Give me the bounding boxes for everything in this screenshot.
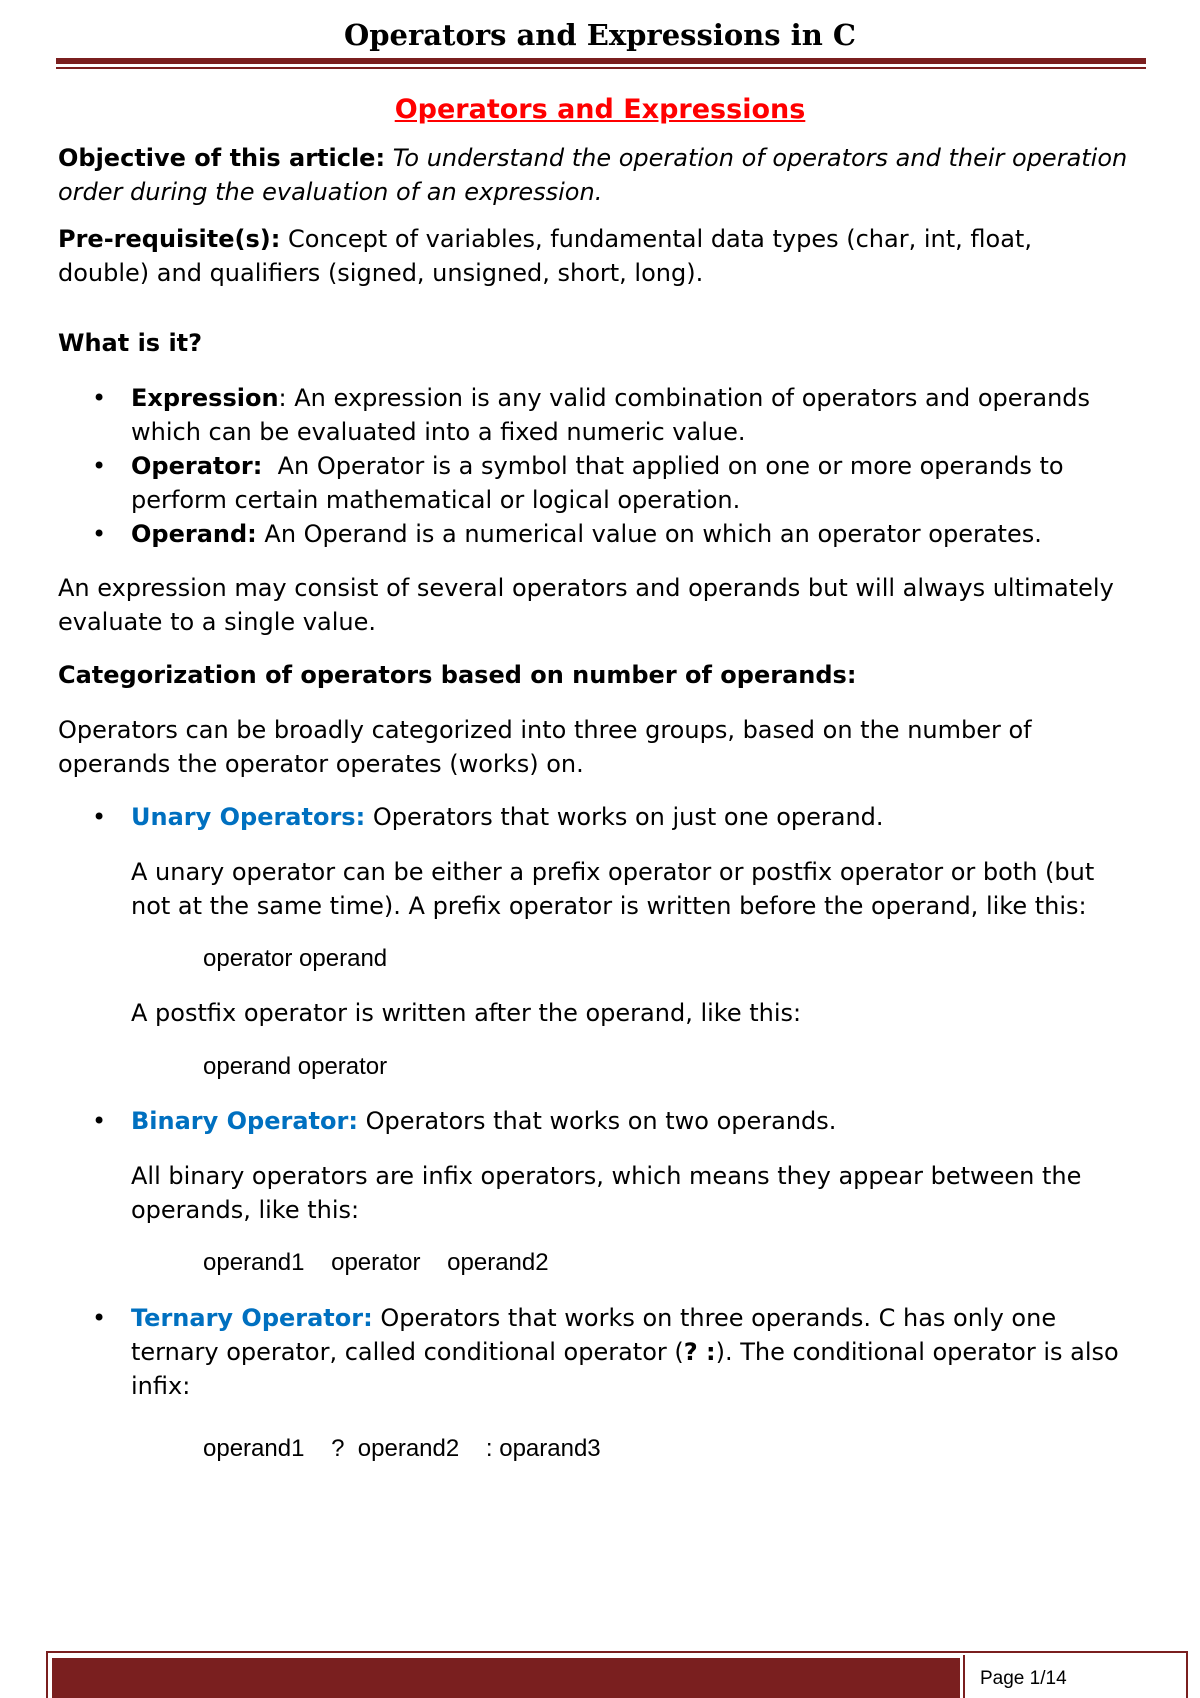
definition-line2: perform certain mathematical or logical operation. (131, 486, 741, 514)
binary-paragraph (131, 1159, 1141, 1227)
ternary-item (131, 1301, 1141, 1403)
footer-divider (963, 1655, 965, 1698)
binary-item (131, 1104, 1141, 1138)
objective-text-line2: order during the evaluation of an expression. (58, 178, 603, 206)
unary-postfix-text: A postfix operator is written after the operand, like this: (131, 999, 802, 1027)
definition-line1: An Operator is a symbol that applied on one or more operands to (277, 452, 1064, 480)
ternary-label: Ternary Operator: (131, 1304, 373, 1332)
ternary-text-line2-end: ). The conditional operator is also (715, 1338, 1119, 1366)
unary-text: Operators that works on just one operand. (372, 803, 884, 831)
unary-example-prefix: operator operand (203, 945, 388, 972)
binary-para-line1: All binary operators are infix operators, which means they appear between the (131, 1162, 1082, 1190)
page-number: Page 1/14 (980, 1668, 1067, 1689)
summary-line1: An expression may consist of several operators and operands but will always ultimately (58, 574, 1114, 602)
bullet-dot: • (92, 384, 107, 412)
definition-term: Operand: (131, 520, 257, 548)
summary-paragraph (58, 571, 1148, 639)
bullet-dot: • (92, 452, 107, 480)
binary-example: operand1 operator operand2 (203, 1249, 549, 1276)
unary-example-postfix: operand operator (203, 1053, 388, 1080)
header-rule-thick (56, 58, 1146, 64)
bullet-dot: • (92, 803, 107, 831)
ternary-example: operand1 ? operand2 : oparand3 (203, 1435, 601, 1462)
categorization-line1: Operators can be broadly categorized into three groups, based on the number of (58, 716, 1032, 744)
definition-term: Expression (131, 384, 279, 412)
objective-text-line1: To understand the operation of operators and their operation (392, 144, 1128, 172)
summary-line2: evaluate to a single value. (58, 608, 376, 636)
definition-operator (131, 449, 1141, 517)
ternary-text-line2-start: ternary operator, called conditional operator ( (131, 1338, 684, 1366)
binary-text: Operators that works on two operands. (365, 1107, 837, 1135)
ternary-conditional-symbol: ? : (683, 1338, 716, 1366)
document-heading: Operators and Expressions (394, 94, 806, 125)
binary-para-line2: operands, like this: (131, 1196, 360, 1224)
unary-para-line2: not at the same time). A prefix operator is written before the operand, like this: (131, 892, 1087, 920)
footer-bar (52, 1658, 960, 1698)
unary-para-line1: A unary operator can be either a prefix operator or postfix operator or both (but (131, 858, 1095, 886)
unary-label: Unary Operators: (131, 803, 366, 831)
bullet-dot: • (92, 1304, 107, 1332)
prereq-paragraph (58, 222, 1148, 290)
unary-paragraph (131, 855, 1141, 923)
bullet-dot: • (92, 520, 107, 548)
header-rule-thin (56, 67, 1146, 69)
ternary-text-line1: Operators that works on three operands. C has only one (380, 1304, 1057, 1332)
page-header-title: Operators and Expressions in C (344, 18, 856, 52)
definition-operand (131, 517, 1141, 551)
binary-label: Binary Operator: (131, 1107, 358, 1135)
prereq-text-line1: Concept of variables, fundamental data types (char, int, float, (288, 225, 1032, 253)
categorization-paragraph (58, 713, 1148, 781)
ternary-text-line3: infix: (131, 1372, 191, 1400)
definition-term: Operator: (131, 452, 263, 480)
definition-line2: which can be evaluated into a fixed numeric value. (131, 418, 746, 446)
definition-expression (131, 381, 1141, 449)
categorization-line2: operands the operator operates (works) on. (58, 750, 584, 778)
what-heading: What is it? (58, 329, 203, 357)
definition-line1: An Operand is a numerical value on which an operator operates. (264, 520, 1042, 548)
definition-line1: : An expression is any valid combination of operators and operands (278, 384, 1091, 412)
objective-label: Objective of this article: (58, 144, 386, 172)
unary-item (131, 800, 1141, 834)
bullet-dot: • (92, 1107, 107, 1135)
prereq-label: Pre-requisite(s): (58, 225, 281, 253)
categorization-heading: Categorization of operators based on number of operands: (58, 661, 857, 689)
prereq-text-line2: double) and qualifiers (signed, unsigned, short, long). (58, 259, 704, 287)
objective-paragraph (58, 141, 1148, 209)
